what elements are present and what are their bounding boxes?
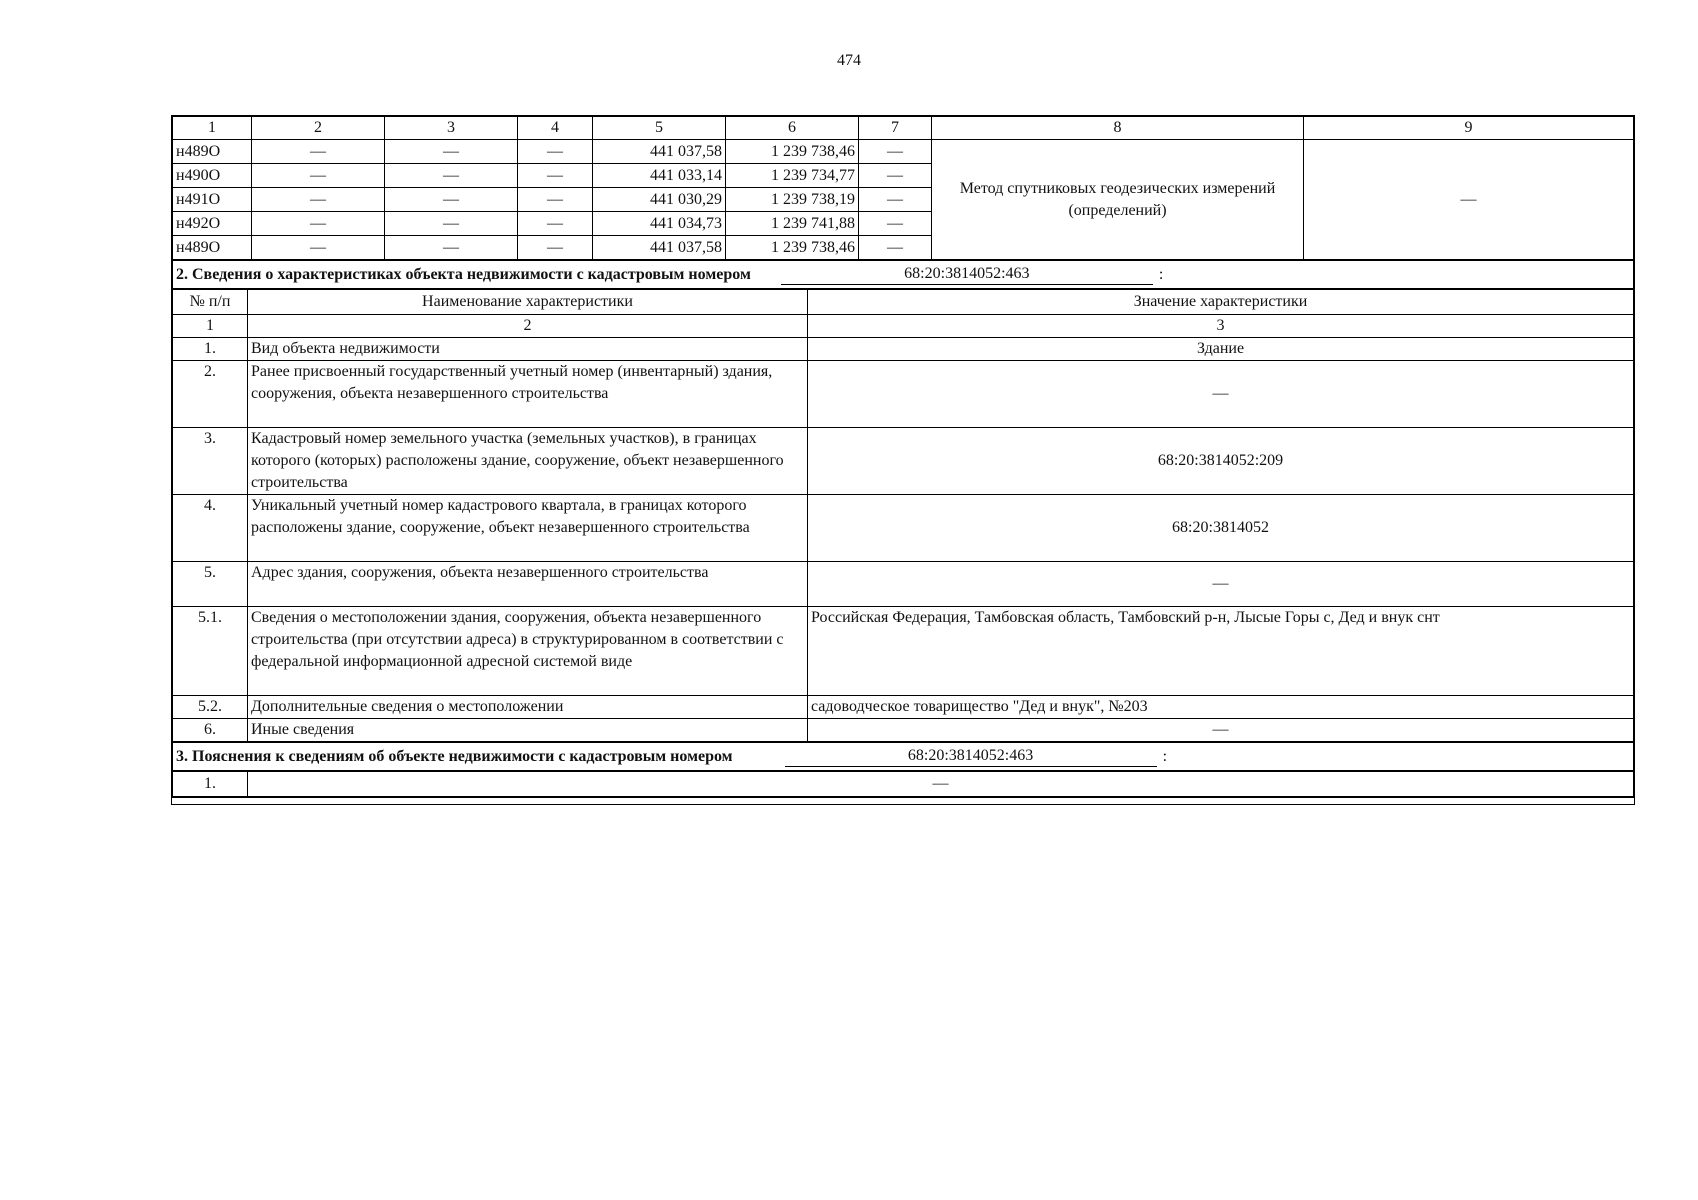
table-row	[173, 607, 1634, 696]
characteristics-table	[172, 289, 1634, 742]
colnum-cell: 3	[808, 315, 1634, 338]
row-value: Российская Федерация, Тамбовская область, Тамбовский р-н, Лысые Горы с, Дед и внук снт	[808, 607, 1634, 696]
chars-colnum-row	[173, 315, 1634, 338]
section3-title: 3. Пояснения к сведениям об объекте недвижимости с кадастровым номером	[176, 747, 733, 765]
header-value: Значение характеристики	[808, 290, 1634, 315]
row-value: —	[808, 562, 1634, 607]
coords-header-cell: 5	[593, 117, 726, 140]
row-name: Кадастровый номер земельного участка (земельных участков), в границах которого (которых) расположены здание, сооружение, объект незавершенного строительства	[248, 428, 808, 495]
section2-colon: :	[1158, 265, 1164, 283]
cell-dash: —	[518, 188, 593, 212]
table-row	[173, 719, 1634, 742]
cell-dash: —	[252, 236, 385, 260]
coord-x: 441 037,58	[593, 140, 726, 164]
section2-title-row	[173, 261, 1634, 289]
row-value: 68:20:3814052:209	[808, 428, 1634, 495]
cell-dash: —	[252, 164, 385, 188]
point-name: н490О	[173, 164, 252, 188]
cell-dash: —	[518, 212, 593, 236]
coord-x: 441 033,14	[593, 164, 726, 188]
table-row	[173, 495, 1634, 562]
section2-title-table	[172, 260, 1634, 289]
table-row	[173, 338, 1634, 361]
cell-dash: —	[518, 140, 593, 164]
coord-y: 1 239 738,19	[726, 188, 859, 212]
row-num: 5.	[173, 562, 248, 607]
row-num: 4.	[173, 495, 248, 562]
coord-x: 441 034,73	[593, 212, 726, 236]
section3-title-cell	[173, 743, 1634, 771]
table-row	[173, 428, 1634, 495]
cell-dash: —	[385, 212, 518, 236]
section3-title-row	[173, 743, 1634, 771]
row-name: Уникальный учетный номер кадастрового квартала, в границах которого расположены здание, сооружение, объект незавершенного строительства	[248, 495, 808, 562]
row-num: 3.	[173, 428, 248, 495]
coords-header-cell: 2	[252, 117, 385, 140]
header-name: Наименование характеристики	[248, 290, 808, 315]
cell-dash: —	[385, 188, 518, 212]
row-num: 2.	[173, 361, 248, 428]
cell-dash: —	[518, 236, 593, 260]
coords-header-cell: 4	[518, 117, 593, 140]
row-name: Адрес здания, сооружения, объекта незавершенного строительства	[248, 562, 808, 607]
col9-cell: —	[1304, 140, 1634, 260]
coords-header-cell: 3	[385, 117, 518, 140]
row-name: Вид объекта недвижимости	[248, 338, 808, 361]
section3-cadastral-number: 68:20:3814052:463	[785, 746, 1157, 767]
coord-y: 1 239 738,46	[726, 236, 859, 260]
cell-dash: —	[859, 164, 932, 188]
point-name: н492О	[173, 212, 252, 236]
row-name: Дополнительные сведения о местоположении	[248, 696, 808, 719]
cell-dash: —	[859, 236, 932, 260]
bottom-rule	[172, 797, 1634, 804]
section3-colon: :	[1162, 747, 1168, 765]
section2-cadastral-number: 68:20:3814052:463	[781, 264, 1153, 285]
row-value: —	[808, 361, 1634, 428]
chars-header-row	[173, 290, 1634, 315]
cadastral-document	[171, 115, 1635, 805]
page-number: 474	[837, 52, 861, 69]
coords-header-row	[173, 117, 1634, 140]
cell-dash: —	[859, 188, 932, 212]
row-num: 5.1.	[173, 607, 248, 696]
coordinates-table	[172, 116, 1634, 260]
section2-title: 2. Сведения о характеристиках объекта недвижимости с кадастровым номером	[176, 265, 751, 283]
table-row	[173, 140, 1634, 164]
row-name: Иные сведения	[248, 719, 808, 742]
row-num: 6.	[173, 719, 248, 742]
header-num: № п/п	[173, 290, 248, 315]
table-row	[173, 361, 1634, 428]
cell-dash: —	[518, 164, 593, 188]
coord-y: 1 239 741,88	[726, 212, 859, 236]
row-num: 1.	[173, 772, 248, 797]
section3-title-table	[172, 742, 1634, 771]
cell-dash: —	[859, 212, 932, 236]
coords-header-cell: 1	[173, 117, 252, 140]
coords-header-cell: 7	[859, 117, 932, 140]
point-name: н489О	[173, 236, 252, 260]
row-value: 68:20:3814052	[808, 495, 1634, 562]
row-value: садоводческое товарищество "Дед и внук", №203	[808, 696, 1634, 719]
explanations-table	[172, 771, 1634, 797]
method-cell: Метод спутниковых геодезических измерений (определений)	[932, 140, 1304, 260]
row-value: Здание	[808, 338, 1634, 361]
point-name: н491О	[173, 188, 252, 212]
table-row	[173, 696, 1634, 719]
row-value: —	[808, 719, 1634, 742]
cell-dash: —	[385, 140, 518, 164]
coords-header-cell: 8	[932, 117, 1304, 140]
point-name: н489О	[173, 140, 252, 164]
cell-dash: —	[385, 236, 518, 260]
coord-x: 441 037,58	[593, 236, 726, 260]
colnum-cell: 1	[173, 315, 248, 338]
row-value: —	[248, 772, 1634, 797]
row-name: Ранее присвоенный государственный учетный номер (инвентарный) здания, сооружения, объекта незавершенного строительства	[248, 361, 808, 428]
coords-header-cell: 9	[1304, 117, 1634, 140]
section2-title-cell	[173, 261, 1634, 289]
row-num: 5.2.	[173, 696, 248, 719]
coord-y: 1 239 734,77	[726, 164, 859, 188]
cell-dash: —	[385, 164, 518, 188]
coords-header-cell: 6	[726, 117, 859, 140]
coord-y: 1 239 738,46	[726, 140, 859, 164]
cell-dash: —	[252, 212, 385, 236]
cell-dash: —	[252, 188, 385, 212]
coord-x: 441 030,29	[593, 188, 726, 212]
table-row	[173, 562, 1634, 607]
cell-dash: —	[859, 140, 932, 164]
row-name: Сведения о местоположении здания, сооружения, объекта незавершенного строительства (при отсутствии адреса) в структурированном в соответствии с федеральной информационной адресной системой виде	[248, 607, 808, 696]
cell-dash: —	[252, 140, 385, 164]
table-row	[173, 772, 1634, 797]
colnum-cell: 2	[248, 315, 808, 338]
row-num: 1.	[173, 338, 248, 361]
